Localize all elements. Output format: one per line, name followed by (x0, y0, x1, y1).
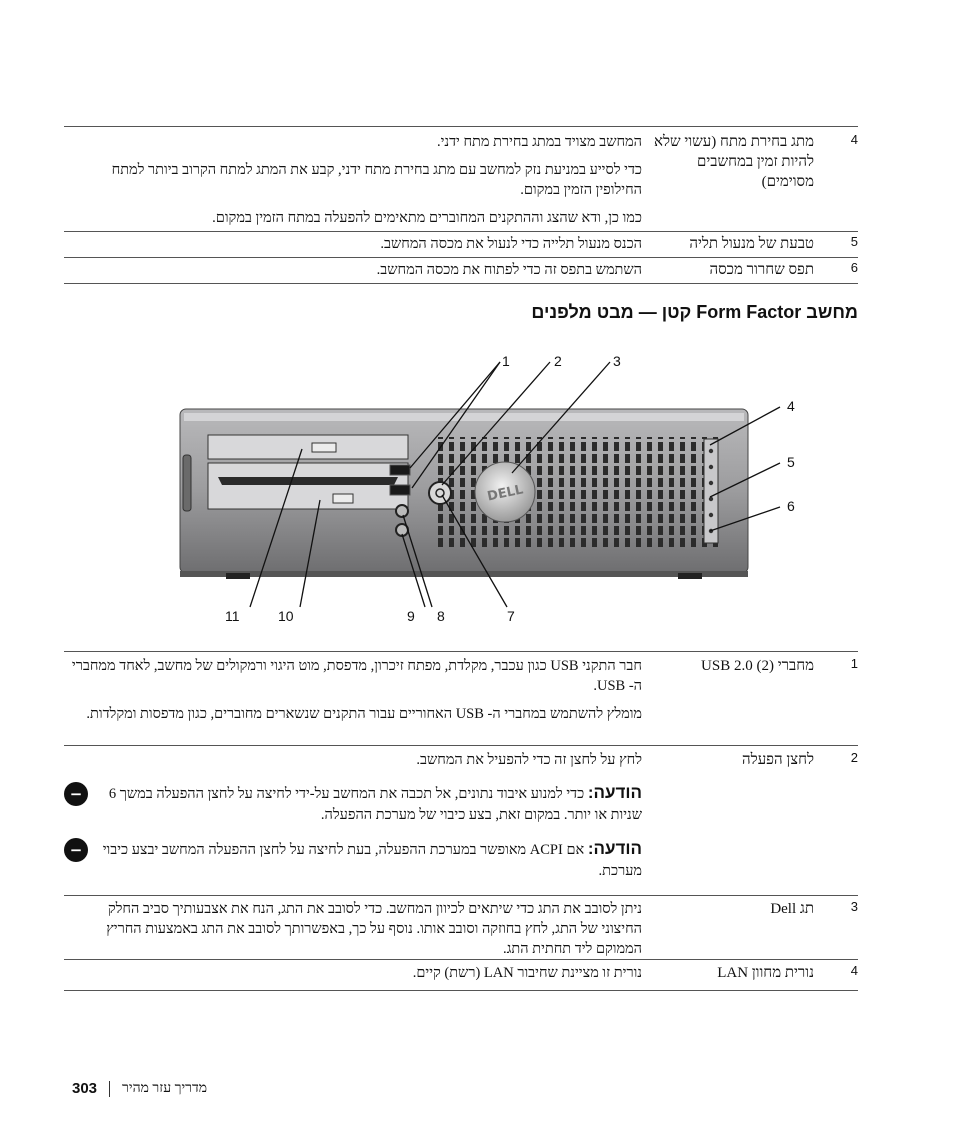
page-number: 303 (72, 1080, 98, 1097)
usb-port (390, 485, 410, 495)
row-description: השתמש בתפס זה כדי לפתוח את מכסה המחשב. (376, 262, 642, 278)
callout-label: 11 (225, 608, 240, 624)
notice-text: אם ACPI מאופשר במערכת ההפעלה, בעת לחיצה על לחצן ההפעלה המחשב יבצע כיבוי מערכת. (102, 842, 642, 879)
callout-label: 1 (502, 353, 510, 369)
optical-drive-bay (208, 435, 408, 459)
notice-icon: − (64, 838, 88, 862)
row-term: תפס שחרור מכסה (709, 262, 814, 278)
table-rule (64, 651, 858, 652)
section-heading: מחשב Form Factor קטן — מבט מלפנים (531, 302, 858, 322)
description-paragraph: כמו כן, ודא שהצג וההתקנים המחוברים מתאימים להפעלה במתח הזמין במקום. (212, 210, 642, 226)
row-number: 4 (850, 132, 858, 147)
callout-label: 3 (613, 353, 621, 369)
table-row (64, 132, 858, 226)
optical-eject-button (312, 443, 336, 452)
headphone-jack (396, 505, 408, 517)
notice-box (64, 782, 642, 826)
description-paragraph: מומלץ להשתמש במחברי ה- USB האחוריים עבור התקנים שנשארים מחוברים, כגון מדפסות ומקלדות. (86, 706, 642, 722)
indicator-light (709, 465, 713, 469)
row-term: לחצן הפעלה (742, 752, 814, 768)
row-description: הכנס מנעול תלייה כדי לנעול את מכסה המחשב. (380, 236, 642, 252)
callout-label: 8 (437, 608, 445, 624)
row-number: 6 (850, 260, 858, 275)
row-term: תג Dell (770, 901, 814, 917)
callout-label: 6 (787, 498, 795, 514)
indicator-light (709, 449, 713, 453)
table-rule (64, 959, 858, 960)
row-description: נורית זו מציינת שחיבור LAN (רשת) קיים. (412, 965, 642, 981)
notice-icon: − (64, 782, 88, 806)
notice-label: הודעה: (587, 783, 642, 802)
floppy-eject-button (333, 494, 353, 503)
row-term: נורית מחוון LAN (717, 965, 814, 981)
chassis-foot (678, 573, 702, 579)
description-paragraph: המחשב מצויד במתג בחירת מתח ידני. (436, 134, 642, 150)
row-number: 1 (850, 656, 858, 671)
table-rule (64, 895, 858, 896)
row-term: מתג בחירת מתח (עשוי שלא להיות זמין במחשבים מסוימים) (654, 134, 814, 190)
dell-badge-text: DELL (486, 482, 525, 505)
table-rule (64, 257, 858, 258)
row-term: טבעת של מנעול תליה (689, 236, 814, 252)
callout-label: 10 (278, 608, 294, 624)
row-number: 2 (850, 750, 858, 765)
row-number: 5 (850, 234, 858, 249)
row-description (64, 656, 642, 732)
callout-label: 4 (787, 398, 795, 414)
notice-box (64, 838, 642, 882)
side-handle (183, 455, 191, 511)
row-description (64, 750, 642, 890)
chassis-foot (226, 573, 250, 579)
page-footer (72, 1080, 207, 1097)
table-rule (64, 231, 858, 232)
indicator-light (709, 481, 713, 485)
notice-text: כדי למנוע איבוד נתונים, אל תכבה את המחשב על-ידי לחיצה על לחצן ההפעלה במשך 6 שניות או יותר. במקום זאת, בצע כיבוי של מערכת ההפעלה. (108, 786, 642, 823)
row-number: 3 (850, 899, 858, 914)
row-term: מחברי USB 2.0 (2) (701, 658, 814, 674)
floppy-drive-bay (208, 463, 408, 509)
description-paragraph: לחץ על לחצן זה כדי להפעיל את המחשב. (416, 752, 642, 768)
footer-divider (109, 1081, 110, 1097)
footer-title: מדריך עזר מהיר (122, 1080, 208, 1096)
table-rule (64, 126, 858, 127)
indicator-panel (704, 439, 718, 543)
description-paragraph: כדי לסייע במניעת נזק למחשב עם מתג בחירת מתח ידני, קבע את המתג למתח הקרוב ביותר למתח החילופין הזמין במקום. (111, 162, 642, 198)
callout-label: 7 (507, 608, 515, 624)
usb-port (390, 465, 410, 475)
callout-label: 2 (554, 353, 562, 369)
row-description: ניתן לסובב את התג כדי שיתאים לכיוון המחשב. כדי לסובב את התג, הנח את אצבעותיך סביב החלק החיצוני של התג, לחץ בחוזקה וסובב אותו. נוסף על כך, באפשרותך לסובב את התג באמצעות החריץ הממוקם ליד תחתית התג. (106, 901, 642, 957)
description-paragraph: חבר התקני USB כגון עכבר, מקלדת, מפתח זיכרון, מדפסת, מוט היגוי ורמקולים של מחשב, לאחד ממחברי ה- USB. (71, 658, 642, 694)
computer-front-figure (150, 345, 810, 630)
notice-label: הודעה: (587, 839, 642, 858)
table-rule (64, 283, 858, 284)
indicator-light (709, 497, 713, 501)
power-button (429, 482, 451, 504)
row-description (64, 132, 642, 236)
callout-label: 9 (407, 608, 415, 624)
indicator-light (709, 513, 713, 517)
row-number: 4 (850, 963, 858, 978)
callout-label: 5 (787, 454, 795, 470)
table-rule (64, 990, 858, 991)
table-rule (64, 745, 858, 746)
